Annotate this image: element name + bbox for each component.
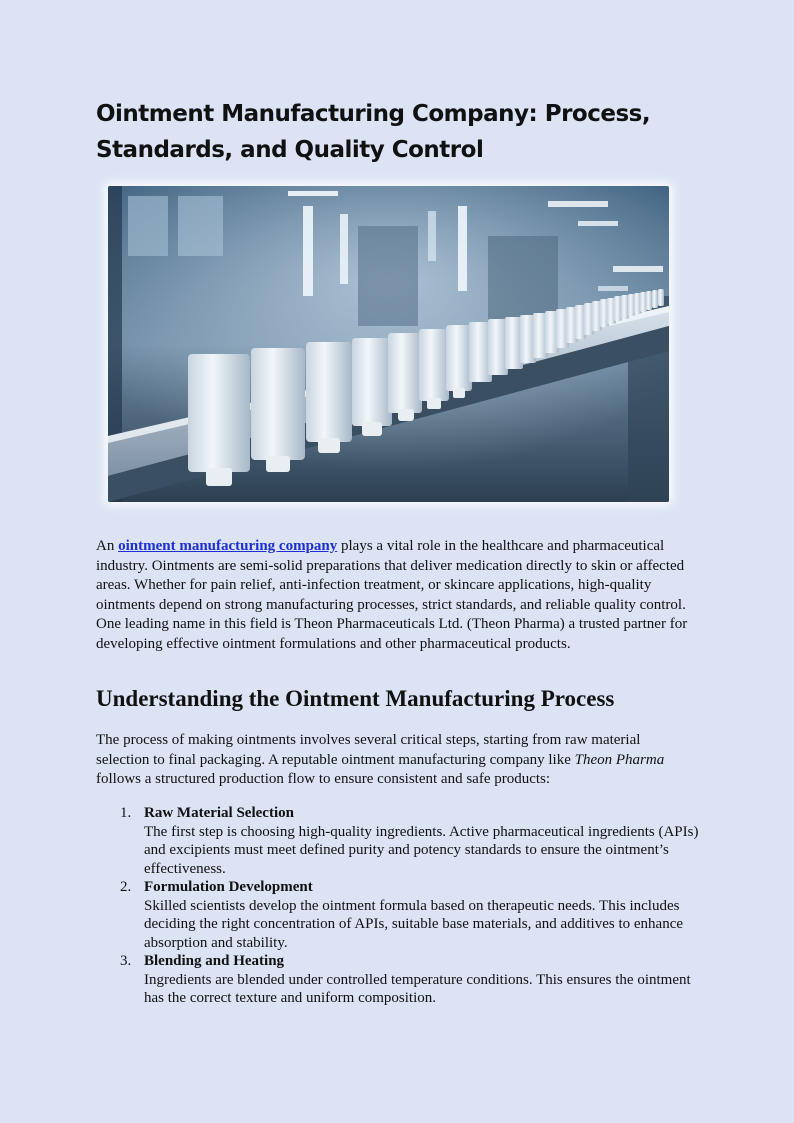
intro-prefix: An [96, 538, 119, 554]
section-para-suffix: follows a structured production flow to ensure consistent and safe products: [96, 771, 551, 788]
step-description: Ingredients are blended under controlled temperature conditions. This ensures the ointment has the correct texture and uniform composition. [144, 971, 691, 1006]
process-steps-list [96, 804, 700, 1008]
hero-image [108, 186, 669, 502]
step-number: 1. [120, 805, 132, 821]
step-title: Formulation Development [144, 879, 313, 895]
list-item [96, 878, 700, 952]
page-title: Ointment Manufacturing Company: Process, Standards, and Quality Control [96, 101, 651, 163]
step-number: 2. [120, 879, 132, 895]
step-number: 3. [120, 953, 132, 969]
intro-paragraph [96, 537, 700, 655]
step-description: Skilled scientists develop the ointment formula based on therapeutic needs. This includes deciding the right concentration of APIs, suitable base materials, and additives to enhance absorption and stability. [144, 897, 684, 951]
ointment-company-link[interactable]: ointment manufacturing company [118, 538, 338, 554]
list-item [96, 952, 700, 1008]
section-para-prefix: The process of making ointments involves several critical steps, starting from raw material selection to final packaging. A reputable ointment manufacturing company like [96, 732, 641, 768]
intro-text: plays a vital role in the healthcare and pharmaceutical industry. Ointments are semi-solid preparations that deliver medication directly to skin or affected areas. Whether for pain relief, anti-infection treatment, or skincare applications, high-quality ointments depend on strong manufacturing processes, strict standards, and reliable quality control. One leading name in this field is Theon Pharmaceuticals Ltd. (Theon Pharma) a trusted partner for developing effective ointment formulations and other pharmaceutical products. [96, 538, 688, 652]
step-title: Raw Material Selection [144, 805, 294, 821]
list-item [96, 804, 700, 878]
step-title: Blending and Heating [144, 953, 285, 969]
section-paragraph [96, 731, 696, 790]
section-para-emphasis: Theon Pharma [574, 751, 665, 768]
section-heading: Understanding the Ointment Manufacturing Process [96, 686, 615, 711]
step-description: The first step is choosing high-quality ingredients. Active pharmaceutical ingredients (APIs) and excipients must meet defined purity and potency standards to ensure the ointment’s effectiveness. [144, 823, 699, 877]
factory-tubes-illustration [108, 186, 669, 502]
